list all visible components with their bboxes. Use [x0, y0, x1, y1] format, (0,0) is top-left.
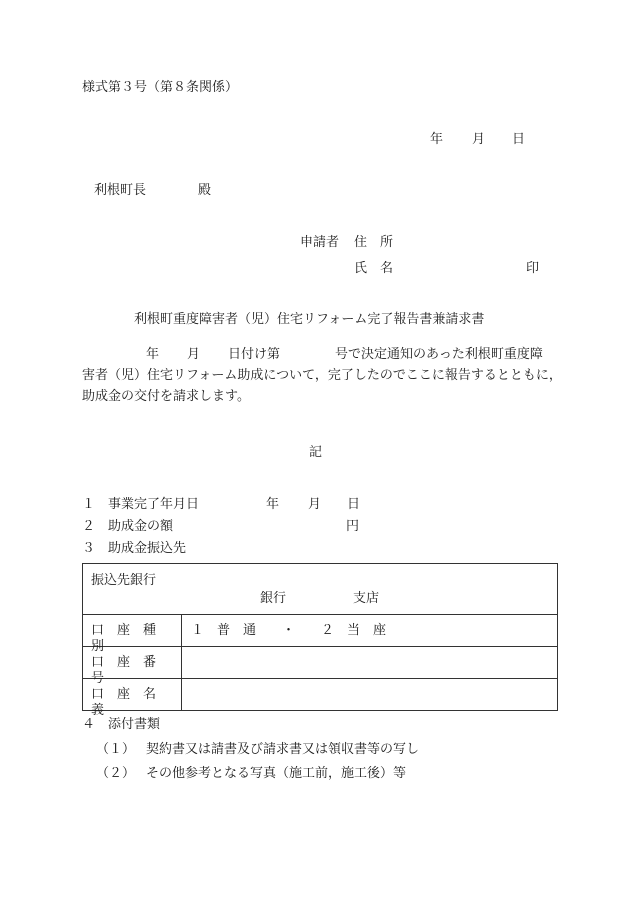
ki-heading: 記	[309, 445, 323, 460]
addressee-name: 利根町長	[94, 183, 147, 198]
applicant-label: 申請者	[300, 235, 340, 250]
date-month-label: 月	[472, 132, 486, 147]
account-type-value-cell	[182, 615, 557, 646]
account-holder-label: 口 座 名 義	[91, 687, 170, 718]
body-line1-text: 号で決定通知のあった利根町重度障	[335, 347, 543, 362]
bank-account-table	[82, 563, 558, 718]
form-number: 様式第３号（第８条関係）	[82, 80, 239, 95]
date-year-label: 年	[430, 132, 444, 147]
body-line2: 害者（児）住宅リフォーム助成について，完了したのでここに報告するとともに，	[82, 368, 562, 383]
attachment-number: （１）	[96, 742, 136, 757]
account-holder-label-cell	[83, 679, 182, 718]
attachment-text: その他参考となる写真（施工前，施工後）等	[146, 766, 407, 781]
date-day-label: 日	[512, 132, 526, 147]
body-dated-label: 日付け第	[228, 347, 281, 362]
account-number-label-cell	[83, 647, 182, 686]
bank-header-label: 振込先銀行	[91, 573, 157, 588]
item-number: ３	[82, 541, 96, 556]
bank-name-cell	[83, 564, 557, 615]
account-type-label: 口 座 種 別	[91, 623, 170, 654]
table-row	[83, 679, 557, 718]
name-label: 氏 名	[354, 261, 394, 276]
item-number: ２	[82, 519, 96, 534]
attachments-label: 添付書類	[108, 717, 161, 732]
account-type-options: １ 普 通 ・ ２ 当 座	[191, 623, 387, 638]
document-title: 利根町重度障害者（児）住宅リフォーム完了報告書兼請求書	[134, 312, 485, 327]
body-month-label: 月	[187, 347, 201, 362]
completion-year-label: 年	[266, 497, 280, 512]
item-label: 助成金振込先	[108, 541, 187, 556]
account-number-label: 口 座 番 号	[91, 655, 170, 686]
account-type-label-cell	[83, 615, 182, 654]
amount-unit: 円	[346, 519, 360, 534]
body-year-label: 年	[146, 347, 160, 362]
item-label: 助成金の額	[108, 519, 174, 534]
table-row	[83, 615, 557, 654]
attachment-number: （２）	[96, 766, 136, 781]
table-row	[83, 647, 557, 686]
seal-mark: 印	[526, 261, 540, 276]
attachment-text: 契約書又は請書及び請求書又は領収書等の写し	[146, 742, 420, 757]
item-number: １	[82, 497, 96, 512]
completion-day-label: 日	[347, 497, 361, 512]
addressee-honorific: 殿	[198, 183, 212, 198]
address-label: 住 所	[354, 235, 394, 250]
bank-suffix: 銀行	[260, 591, 287, 606]
body-line3: 助成金の交付を請求します。	[82, 389, 250, 404]
branch-suffix: 支店	[353, 591, 380, 606]
account-number-value-cell	[182, 647, 557, 678]
item-label: 事業完了年月日	[108, 497, 200, 512]
account-holder-value-cell	[182, 679, 557, 710]
item-number: ４	[82, 717, 96, 732]
completion-month-label: 月	[308, 497, 322, 512]
